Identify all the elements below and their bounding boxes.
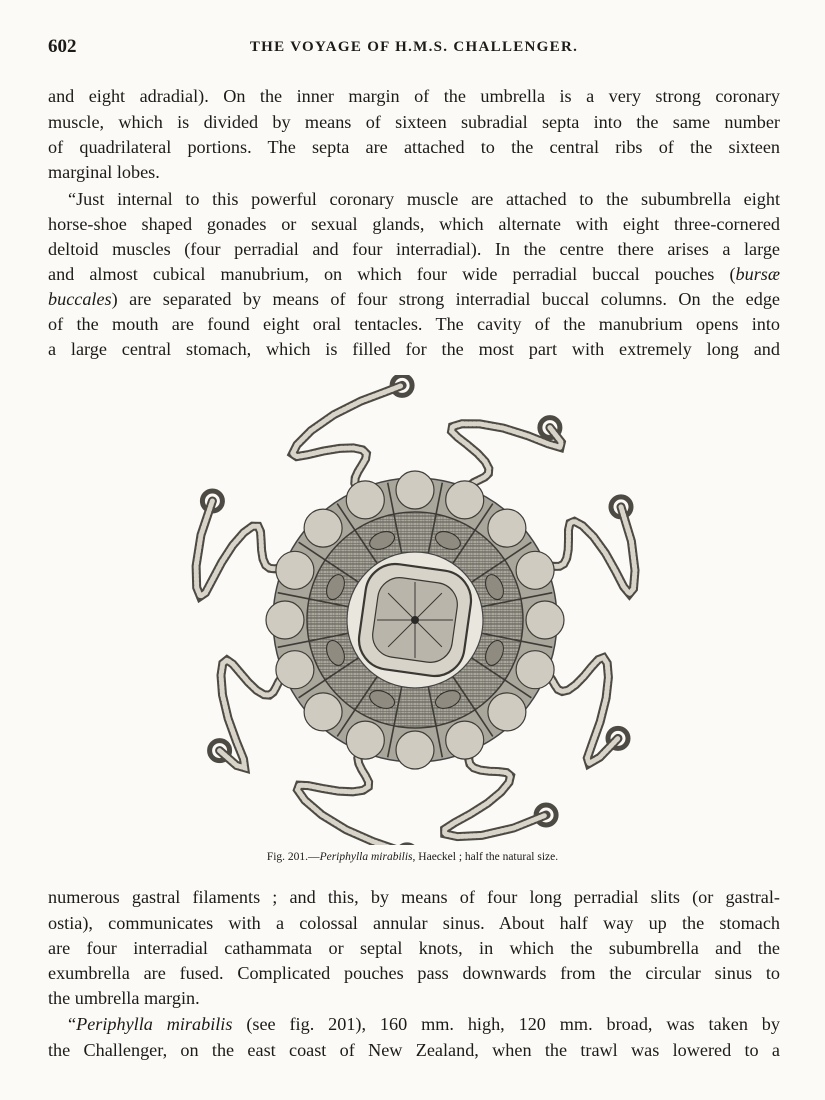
text-line: horse-shoe shaped gonades or sexual glands, which alternate with eight three-cornered — [48, 214, 780, 234]
marginal-lobe — [516, 651, 554, 689]
text-line: the umbrella margin. — [48, 988, 200, 1008]
tentacle — [293, 385, 403, 491]
marginal-lobe — [526, 601, 564, 639]
italic-term: Periphylla mirabilis — [76, 1014, 233, 1034]
text-line: a large central stomach, which is filled for the most part with extremely long and — [48, 339, 780, 359]
text-span: (see fig. 201), 160 mm. high, 120 mm. broad, was taken by — [232, 1014, 780, 1034]
text-line: deltoid muscles (four perradial and four interradial). In the centre there arises a large — [48, 239, 780, 259]
marginal-lobe — [516, 551, 554, 589]
text-span: ) are separated by means of four strong interradial buccal columns. On the edge — [111, 289, 780, 309]
marginal-lobe — [396, 471, 434, 509]
italic-term: bursæ — [735, 264, 780, 284]
text-line: muscle, which is divided by means of sixteen subradial septa into the same number — [48, 112, 780, 132]
text-line — [68, 1011, 780, 1037]
marginal-lobe — [276, 551, 314, 589]
marginal-lobe — [304, 509, 342, 547]
text-line: ostia), communicates with a colossal annular sinus. About half way up the stomach — [48, 913, 780, 933]
italic-term: buccales — [48, 289, 112, 309]
marginal-lobe — [346, 721, 384, 759]
page-number: 602 — [48, 36, 77, 57]
text-line — [48, 286, 780, 312]
text-line: numerous gastral filaments ; and this, by means of four long perradial slits (or gastral- — [48, 887, 780, 907]
text-span: “ — [68, 1014, 77, 1034]
running-head: THE VOYAGE OF H.M.S. CHALLENGER. — [249, 39, 579, 55]
umbrella — [266, 471, 564, 769]
text-line: the Challenger, on the east coast of New Zealand, when the trawl was lowered to a — [48, 1040, 780, 1060]
marginal-lobe — [446, 721, 484, 759]
marginal-lobe — [488, 509, 526, 547]
text-line: are four interradial cathammata or septal knots, in which the subumbrella and the — [48, 938, 780, 958]
text-line: of the mouth are found eight oral tentacles. The cavity of the manubrium opens into — [48, 314, 780, 334]
marginal-lobe — [396, 731, 434, 769]
text-line: exumbrella are fused. Complicated pouches pass downwards from the circular sinus to — [48, 963, 780, 983]
marginal-lobe — [488, 693, 526, 731]
marginal-lobe — [446, 481, 484, 519]
caption-suffix: , Haeckel ; half the natural size. — [412, 851, 559, 863]
marginal-lobe — [346, 481, 384, 519]
page-header — [48, 36, 780, 62]
marginal-lobe — [266, 601, 304, 639]
figure-caption — [0, 851, 825, 863]
jellyfish-illustration — [170, 375, 660, 845]
text-line: and eight adradial). On the inner margin of the umbrella is a very strong coronary — [48, 86, 780, 106]
caption-species: Periphylla mirabilis — [319, 851, 413, 863]
text-line: “Just internal to this powerful coronary muscle are attached to the subumbrella eight — [68, 189, 780, 209]
tentacle-rings — [298, 750, 408, 845]
marginal-lobe — [304, 693, 342, 731]
marginal-lobe — [276, 651, 314, 689]
caption-prefix: Fig. 201.— — [266, 851, 320, 863]
text-line: marginal lobes. — [48, 162, 160, 182]
text-span: and almost cubical manubrium, on which four wide perradial buccal pouches ( — [48, 264, 736, 284]
text-line: of quadrilateral portions. The septa are attached to the central ribs of the sixteen — [48, 137, 780, 157]
tentacle-rings — [196, 501, 285, 596]
text-line — [48, 261, 780, 287]
